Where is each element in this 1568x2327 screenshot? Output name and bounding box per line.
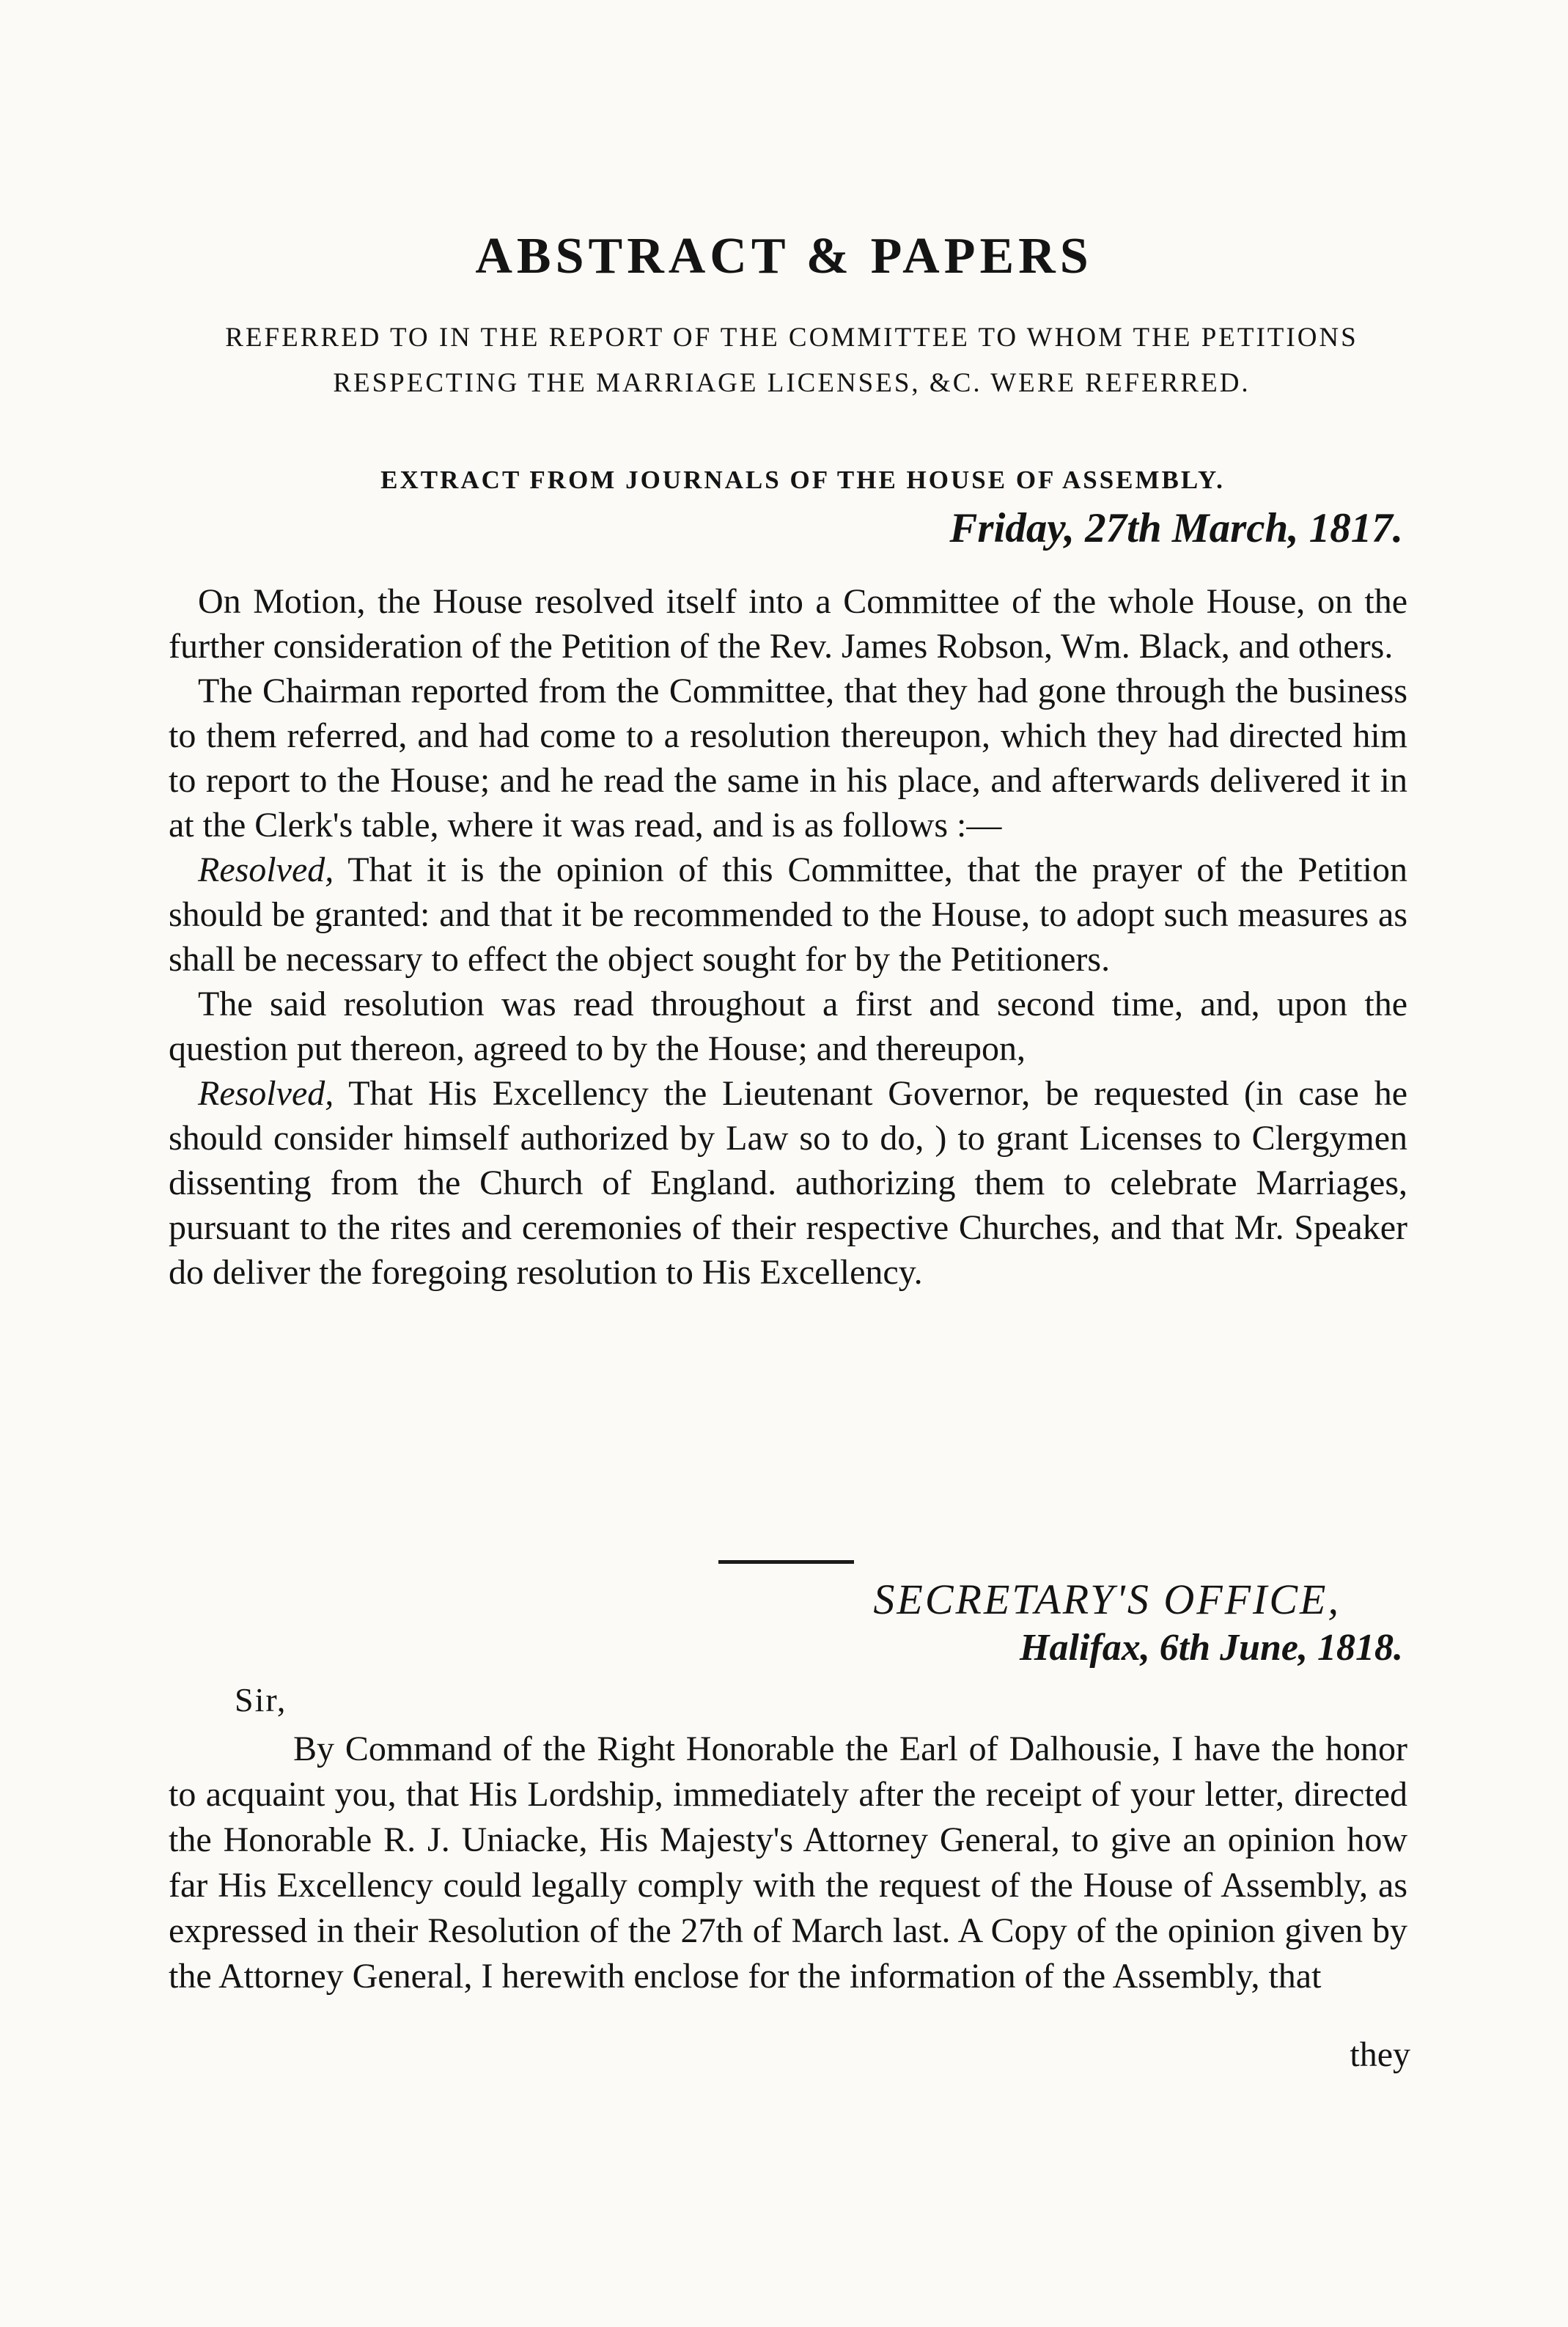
letter-paragraph: By Command of the Right Honorable the Earl of Dalhousie, I have the honor to acquaint you, that His Lordship, immediately after the receipt of your letter, directed the Honorable R. J. Uniacke, His Majesty's Attorney General, to give an opinion how far His Excellency could legally comply with the request of the House of Assembly, as expressed in their Resolution of the 27th of March last. A Copy of the opinion given by the Attorney General, I herewith enclose for the information of the Assembly, that <box>169 1729 1407 1996</box>
section-divider <box>718 1560 854 1564</box>
letter-body <box>169 1727 1407 1999</box>
paragraph-resolution-read: The said resolution was read throughout a first and second time, and, upon the question put thereon, agreed to by the House; and thereupon, <box>169 985 1407 1068</box>
paragraph-motion: On Motion, the House resolved itself into a Committee of the whole House, on the further consideration of the Petition of the Rev. James Robson, Wm. Black, and others. <box>169 582 1407 666</box>
document-title: ABSTRACT & PAPERS <box>475 228 1093 284</box>
journal-extract <box>169 579 1407 1295</box>
catchword: they <box>1350 2035 1410 2074</box>
resolution-1-text: That it is the opinion of this Committee, that the prayer of the Petition should be granted: and that it be recommended to the House, to adopt such measures as shall be necessary to effect the object sought for by the Petitioners. <box>169 850 1407 979</box>
resolved-lead-2: Resolved, <box>198 1074 334 1113</box>
document-subtitle: REFERRED TO IN THE REPORT OF THE COMMITTEE TO WHOM THE PETITIONS RESPECTING THE MARRIAGE LICENSES, &C. WERE REFERRED. <box>225 323 1358 398</box>
office-place-date: Halifax, 6th June, 1818. <box>1020 1627 1403 1669</box>
paragraph-resolution-2 <box>169 1071 1407 1295</box>
paragraph-chairman-report: The Chairman reported from the Committee, that they had gone through the business to them referred, and had come to a resolution thereupon, which they had directed him to report to the House; and he read the same in his place, and afterwards delivered it in at the Clerk's table, where it was read, and is as follows :— <box>169 672 1407 845</box>
resolved-lead-1: Resolved, <box>198 850 334 889</box>
resolution-2-text: That His Excellency the Lieutenant Governor, be requested (in case he should consider himself authorized by Law so to do, ) to grant Licenses to Clergymen dissenting from the Church of England. authorizing them to celebrate Marriages, pursuant to the rites and ceremonies of their respective Churches, and that Mr. Speaker do deliver the foregoing resolution to His Excellency. <box>169 1074 1407 1292</box>
paragraph-resolution-1 <box>169 848 1407 982</box>
extract-heading: EXTRACT FROM JOURNALS OF THE HOUSE OF ASSEMBLY. <box>380 466 1225 494</box>
journal-date: Friday, 27th March, 1817. <box>949 505 1403 551</box>
salutation: Sir, <box>235 1681 287 1718</box>
office-title: SECRETARY'S OFFICE, <box>873 1576 1341 1623</box>
